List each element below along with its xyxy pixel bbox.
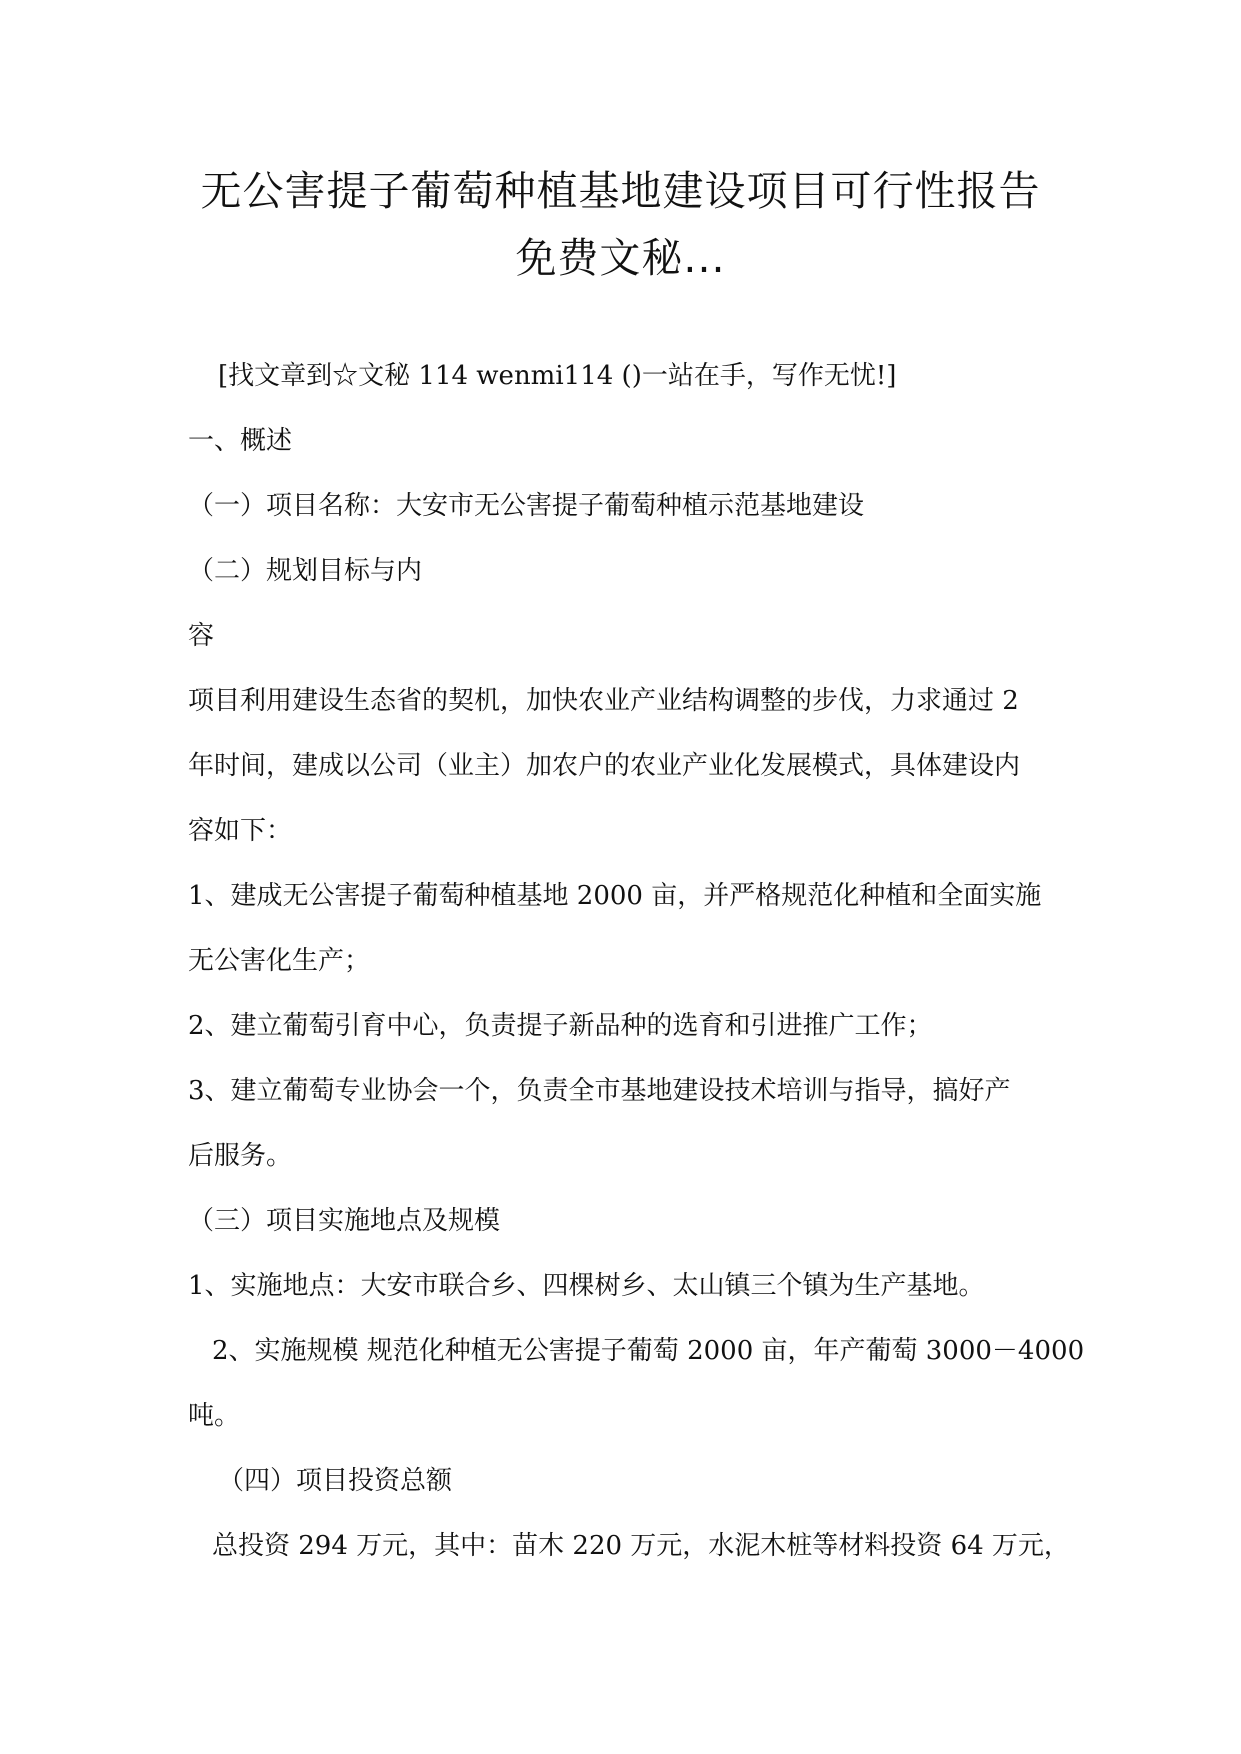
list-item-3-cont: 后服务。 — [188, 1141, 293, 1171]
document-title-line-2: 免费文秘... — [515, 234, 726, 282]
subheading-investment: （四）项目投资总额 — [218, 1466, 453, 1496]
list-item-1: 1、建成无公害提子葡萄种植基地 2000 亩，并严格规范化种植和全面实施 — [188, 881, 1042, 911]
list-item-2: 2、建立葡萄引育中心，负责提子新品种的选育和引进推广工作； — [188, 1011, 933, 1041]
paragraph-investment: 总投资 294 万元，其中：苗木 220 万元，水泥木桩等材料投资 64 万元， — [212, 1531, 1070, 1561]
subheading-project-name: （一）项目名称：大安市无公害提子葡萄种植示范基地建设 — [188, 491, 865, 521]
list-item-scale-cont: 吨。 — [188, 1401, 241, 1431]
list-item-location: 1、实施地点：大安市联合乡、四棵树乡、太山镇三个镇为生产基地。 — [188, 1271, 985, 1301]
paragraph-line: 容 — [188, 621, 215, 651]
section-heading-overview: 一、概述 — [188, 426, 293, 456]
subheading-location-scale: （三）项目实施地点及规模 — [188, 1206, 501, 1236]
list-item-3: 3、建立葡萄专业协会一个，负责全市基地建设技术培训与指导，搞好产 — [188, 1076, 1011, 1106]
paragraph-line: 年时间，建成以公司（业主）加农户的农业产业化发展模式，具体建设内 — [188, 751, 1021, 781]
list-item-scale: 2、实施规模 规范化种植无公害提子葡萄 2000 亩，年产葡萄 3000－4000 — [212, 1336, 1085, 1366]
subheading-planning-goals: （二）规划目标与内 — [188, 556, 423, 586]
promo-line: [找文章到☆文秘 114 wenmi114 ()一站在手，写作无忧!] — [218, 361, 897, 391]
document-title-line-1: 无公害提子葡萄种植基地建设项目可行性报告 — [200, 167, 1041, 215]
list-item-1-cont: 无公害化生产； — [188, 946, 371, 976]
paragraph-line: 容如下： — [188, 816, 293, 846]
paragraph-line: 项目利用建设生态省的契机，加快农业产业结构调整的步伐，力求通过 2 — [188, 686, 1019, 716]
